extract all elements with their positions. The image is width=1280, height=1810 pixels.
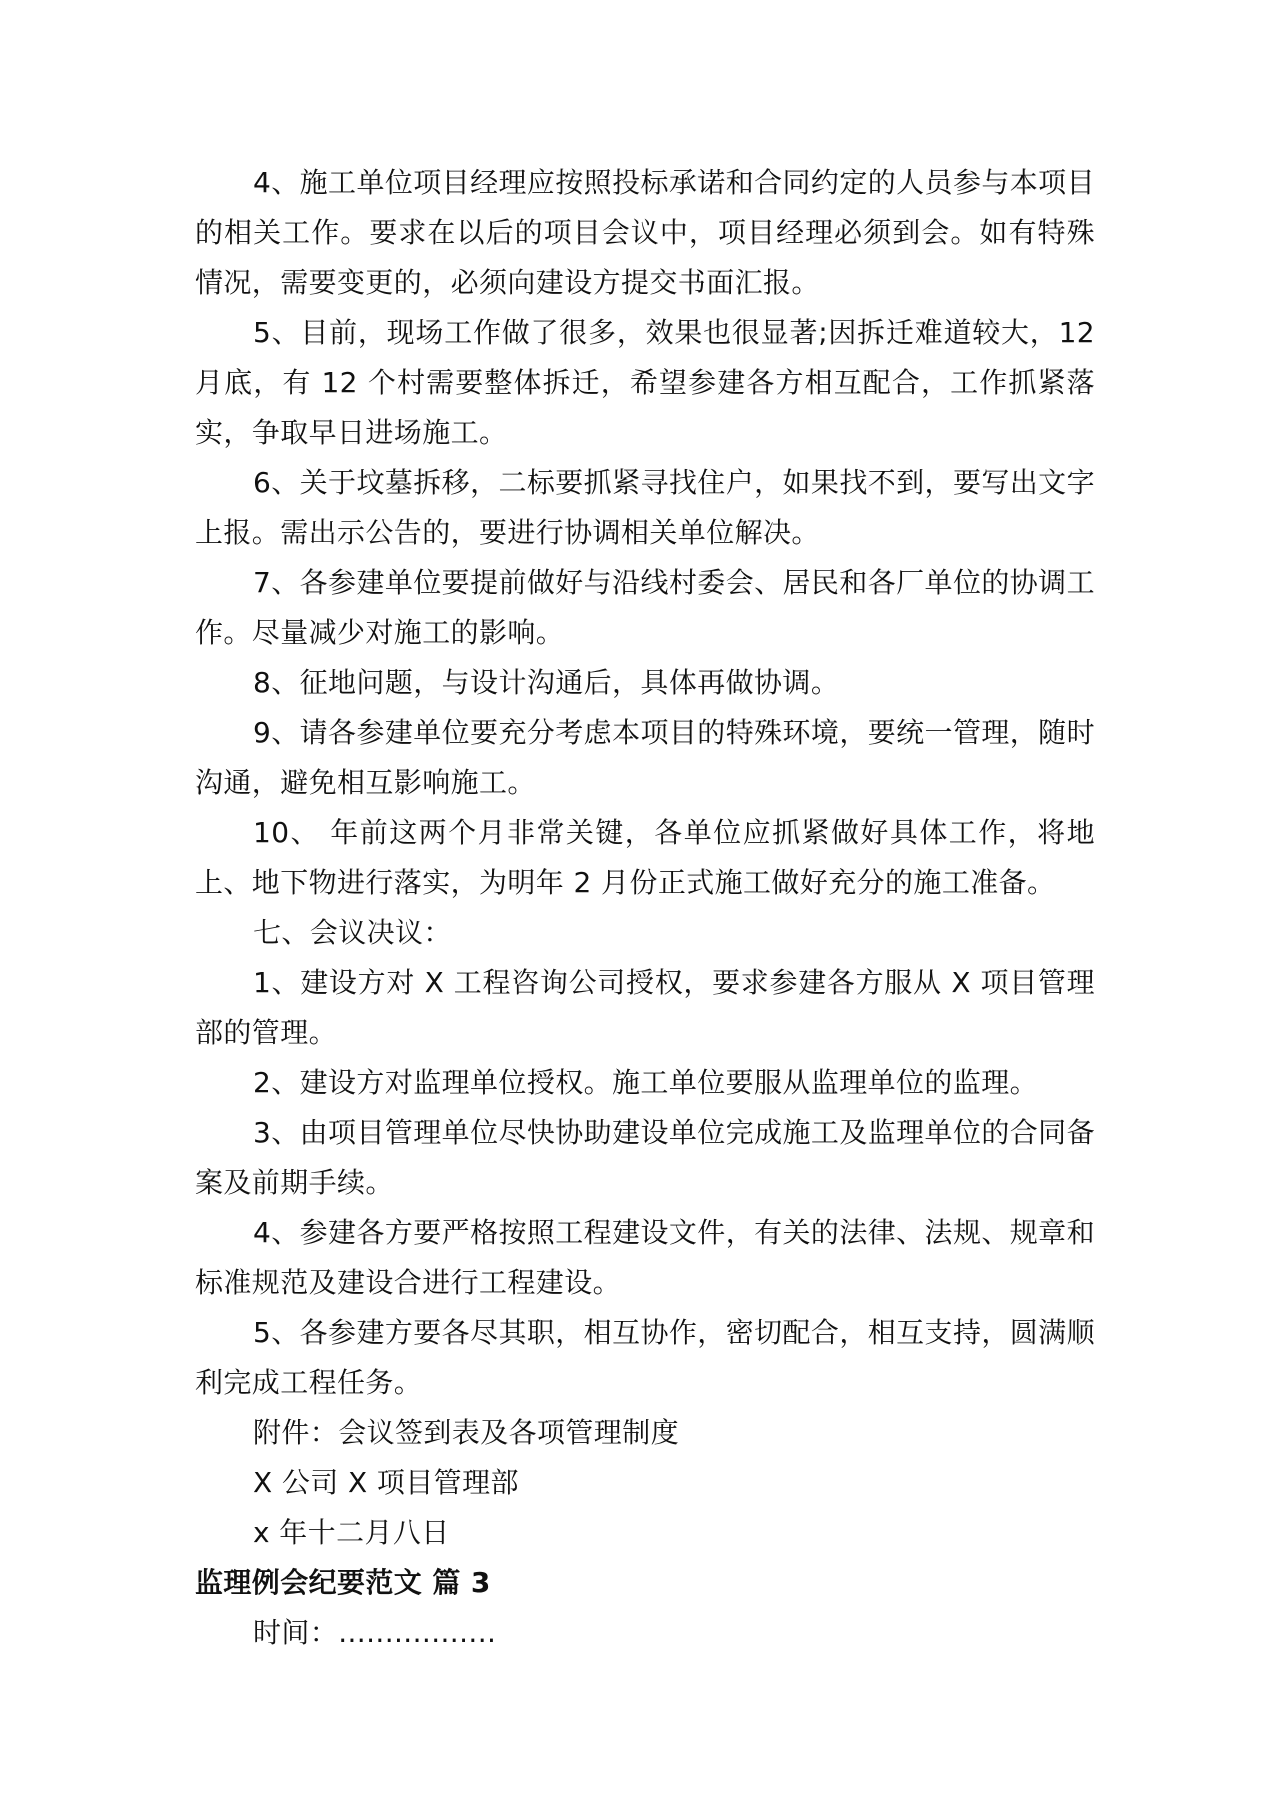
paragraph-item-9-environment: 9、请各参建单位要充分考虑本项目的特殊环境，要统一管理，随时沟通，避免相互影响施工。 xyxy=(195,716,1095,799)
section-heading: 监理例会纪要范文 篇 3 xyxy=(195,1566,491,1599)
resolution-item-1: 1、建设方对 X 工程咨询公司授权，要求参建各方服从 X 项目管理部的管理。 xyxy=(195,966,1095,1049)
attachment-line: 附件：会议签到表及各项管理制度 xyxy=(253,1416,680,1449)
paragraph-item-6-graves: 6、关于坟墓拆移，二标要抓紧寻找住户，如果找不到，要写出文字上报。需出示公告的，要进行协调相关单位解决。 xyxy=(195,466,1095,549)
resolution-item-4: 4、参建各方要严格按照工程建设文件，有关的法律、法规、规章和标准规范及建设合进行工程建设。 xyxy=(195,1216,1095,1299)
paragraph-item-5-demolition: 5、目前，现场工作做了很多，效果也很显著;因拆迁难道较大，12 月底，有 12 个村需要整体拆迁，希望参建各方相互配合，工作抓紧落实，争取早日进场施工。 xyxy=(195,316,1095,449)
resolution-item-5: 5、各参建方要各尽其职，相互协作，密切配合，相互支持，圆满顺利完成工程任务。 xyxy=(195,1316,1095,1399)
paragraph-item-8-land: 8、征地问题，与设计沟通后，具体再做协调。 xyxy=(253,666,840,699)
paragraph-item-10-schedule: 10、 年前这两个月非常关键，各单位应抓紧做好具体工作，将地上、地下物进行落实，为明年 2 月份正式施工做好充分的施工准备。 xyxy=(195,816,1095,899)
document-page xyxy=(195,158,1095,1658)
resolutions-heading: 七、会议决议： xyxy=(253,916,452,949)
resolution-item-3: 3、由项目管理单位尽快协助建设单位完成施工及监理单位的合同备案及前期手续。 xyxy=(195,1116,1095,1199)
resolution-item-2: 2、建设方对监理单位授权。施工单位要服从监理单位的监理。 xyxy=(253,1066,1039,1099)
time-line: 时间：................. xyxy=(253,1616,497,1649)
paragraph-item-4-pm: 4、施工单位项目经理应按照投标承诺和合同约定的人员参与本项目的相关工作。要求在以后的项目会议中，项目经理必须到会。如有特殊情况，需要变更的，必须向建设方提交书面汇报。 xyxy=(195,166,1095,299)
signature-date: x 年十二月八日 xyxy=(253,1516,450,1549)
signature-org: X 公司 X 项目管理部 xyxy=(253,1466,519,1499)
paragraph-item-7-coordination: 7、各参建单位要提前做好与沿线村委会、居民和各厂单位的协调工作。尽量减少对施工的影响。 xyxy=(195,566,1095,649)
